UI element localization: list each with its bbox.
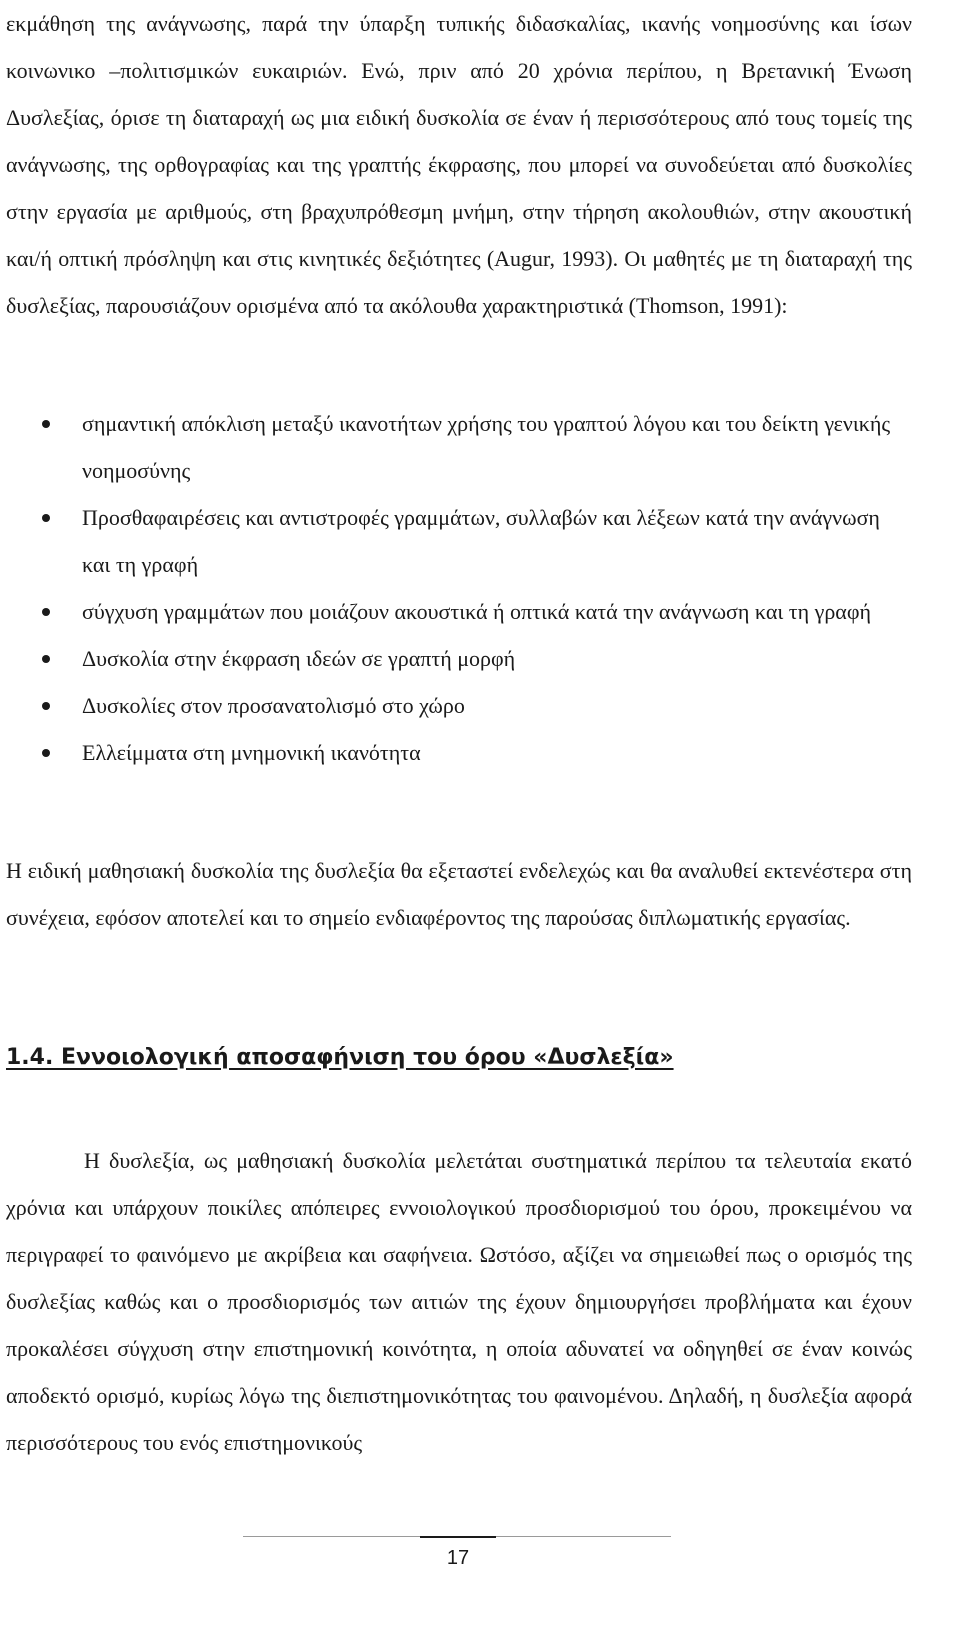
list-item: [0, 588, 912, 635]
bullet-icon: [42, 702, 50, 710]
bullet-icon: [42, 420, 50, 428]
list-item-text: Δυσκολία στην έκφραση ιδεών σε γραπτή μορφή: [82, 646, 516, 671]
list-item: [0, 729, 912, 776]
list-item-text: Ελλείμματα στη μνημονική ικανότητα: [82, 740, 421, 765]
section-heading: 1.4. Εννοιολογική αποσαφήνιση του όρου «Δυσλεξία»: [6, 1045, 674, 1070]
body-paragraph: Η δυσλεξία, ως μαθησιακή δυσκολία μελετάται συστηματικά περίπου τα τελευταία εκατό χρόνια και υπάρχουν ποικίλες απόπειρες εννοιολογικού προσδιορισμού του όρου, προκειμένου να περιγραφεί το φαινόμενο με ακρίβεια και σαφήνεια. Ωστόσο, αξίζει να σημειωθεί πως ο ορισμός της δυσλεξίας καθώς και ο προσδιορισμός των αιτιών της έχουν δημιουργήσει προβλήματα και έχουν προκαλέσει σύγχυση στην επιστημονική κοινότητα, η οποία αδυνατεί να οδηγηθεί σε έναν κοινώς αποδεκτό ορισμό, κυρίως λόγω της διεπιστημονικότητας του φαινομένου. Δηλαδή, η δυσλεξία αφορά περισσότερους του ενός επιστημονικούς: [6, 1148, 912, 1455]
bullet-icon: [42, 655, 50, 663]
list-item-text: Προσθαφαιρέσεις και αντιστροφές γραμμάτων, συλλαβών και λέξεων κατά την ανάγνωση και τη γραφή: [82, 505, 880, 577]
body-paragraph: εκμάθηση της ανάγνωσης, παρά την ύπαρξη τυπικής διδασκαλίας, ικανής νοημοσύνης και ίσων κοινωνικο –πολιτισμικών ευκαιριών. Ενώ, πριν από 20 χρόνια περίπου, η Βρετανική Ένωση Δυσλεξίας, όρισε τη διαταραχή ως μια ειδική δυσκολία σε έναν ή περισσότερους από τους τομείς της ανάγνωσης, της ορθογραφίας και της γραπτής έκφρασης, που μπορεί να συνοδεύεται από δυσκολίες στην εργασία με αριθμούς, στη βραχυπρόθεσμη μνήμη, στην τήρηση ακολουθιών, στην ακουστική και/ή οπτική πρόσληψη και στις κινητικές δεξιότητες (Augur, 1993). Οι μαθητές με τη διαταραχή της δυσλεξίας, παρουσιάζουν ορισμένα από τα ακόλουθα χαρακτηριστικά (Thomson, 1991):: [6, 11, 912, 318]
page-number: 17: [446, 1547, 470, 1569]
footer-divider-accent: [420, 1536, 496, 1538]
list-item-text: σύγχυση γραμμάτων που μοιάζουν ακουστικά ή οπτικά κατά την ανάγνωση και τη γραφή: [82, 599, 872, 624]
bullet-icon: [42, 749, 50, 757]
bullet-icon: [42, 608, 50, 616]
list-item: [0, 400, 912, 494]
list-item: [0, 682, 912, 729]
list-item: [0, 494, 912, 588]
bullet-icon: [42, 514, 50, 522]
characteristics-list: [0, 400, 912, 776]
body-paragraph: Η ειδική μαθησιακή δυσκολία της δυσλεξία θα εξεταστεί ενδελεχώς και θα αναλυθεί εκτενέστερα στη συνέχεια, εφόσον αποτελεί και το σημείο ενδιαφέροντος της παρούσας διπλωματικής εργασίας.: [6, 858, 912, 930]
list-item-text: σημαντική απόκλιση μεταξύ ικανοτήτων χρήσης του γραπτού λόγου και του δείκτη γενικής νοημοσύνης: [82, 411, 891, 483]
list-item-text: Δυσκολίες στον προσανατολισμό στο χώρο: [82, 693, 465, 718]
list-item: [0, 635, 912, 682]
